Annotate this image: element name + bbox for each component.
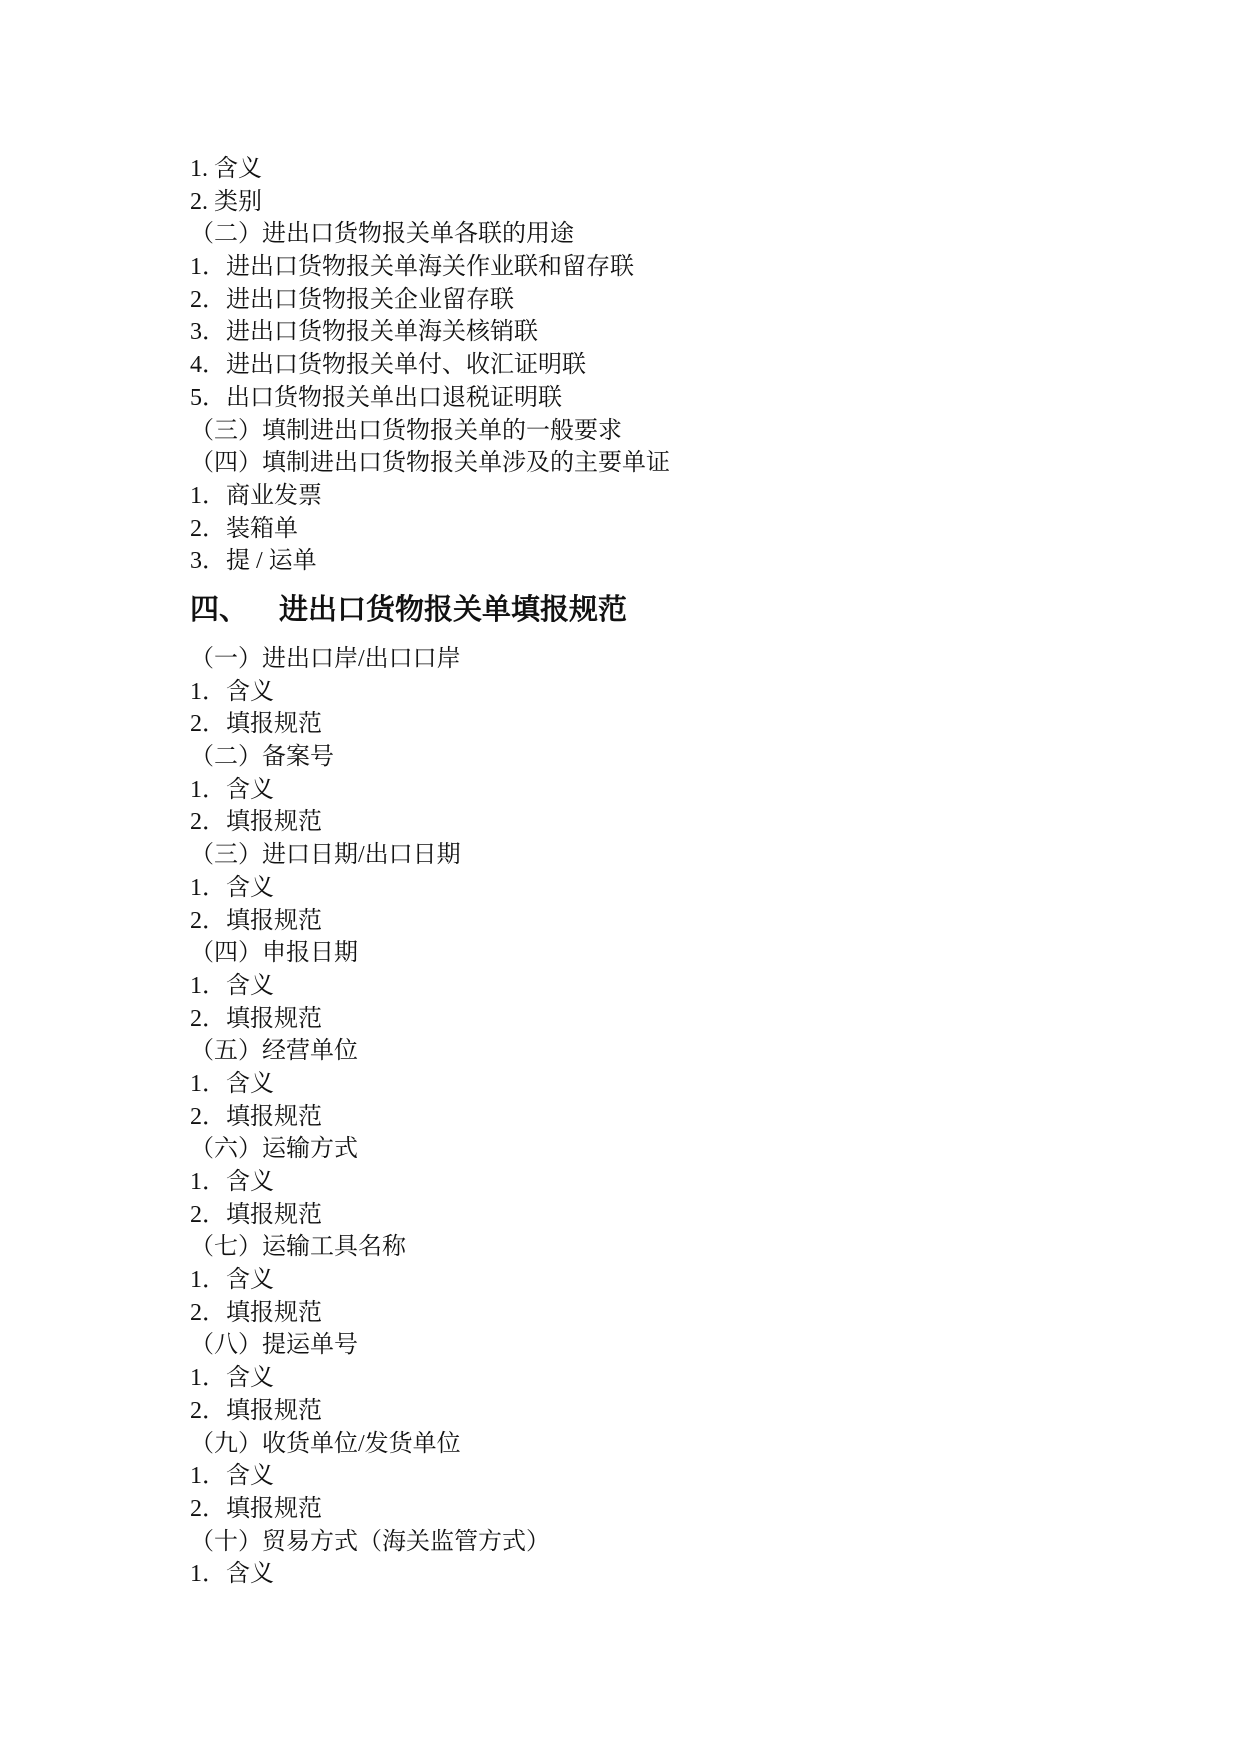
list-item: 2．填报规范	[190, 1397, 322, 1424]
subsection-title: （九）收货单位/发货单位	[190, 1430, 461, 1457]
list-item: 1．含义	[190, 972, 274, 999]
list-item: 1．含义	[190, 1561, 274, 1588]
list-item: 3．提 / 运单	[190, 548, 317, 575]
list-item: 1．含义	[190, 1463, 274, 1490]
outline-section	[190, 643, 1090, 1591]
list-item: 1．含义	[190, 1070, 274, 1097]
list-item: 2．填报规范	[190, 1201, 322, 1228]
subsection-title: （二）备案号	[190, 744, 334, 771]
list-item: 1．含义	[190, 874, 274, 901]
list-item: 4．进出口货物报关单付、收汇证明联	[190, 352, 586, 379]
list-item: 1. 含义	[190, 156, 262, 182]
list-item: 1．含义	[190, 1267, 274, 1294]
list-item: 1．含义	[190, 678, 274, 705]
list-item: 2．填报规范	[190, 907, 322, 934]
subsection-title: （八）提运单号	[190, 1332, 358, 1359]
subsection-title: （六）运输方式	[190, 1136, 358, 1163]
list-item: 2．进出口货物报关企业留存联	[190, 286, 514, 313]
list-item: 2．填报规范	[190, 1299, 322, 1326]
section-number: 四、	[190, 594, 249, 626]
list-item: 2．填报规范	[190, 1103, 322, 1130]
subsection-title: （四）申报日期	[190, 940, 358, 967]
subsection-title: （三）填制进出口货物报关单的一般要求	[190, 417, 622, 444]
list-item: 2．填报规范	[190, 1005, 322, 1032]
subsection-title: （十）贸易方式（海关监管方式）	[190, 1528, 550, 1555]
list-item: 2．填报规范	[190, 1495, 322, 1522]
list-item: 2．装箱单	[190, 515, 298, 542]
section-heading	[190, 592, 627, 628]
list-item: 5．出口货物报关单出口退税证明联	[190, 384, 562, 411]
section-title: 进出口货物报关单填报规范	[279, 594, 628, 626]
list-item: 1．含义	[190, 776, 274, 803]
subsection-title: （一）进出口岸/出口口岸	[190, 646, 461, 672]
list-item: 1．商业发票	[190, 482, 322, 509]
list-item: 2．填报规范	[190, 809, 322, 836]
subsection-title: （二）进出口货物报关单各联的用途	[190, 221, 574, 248]
subsection-title: （四）填制进出口货物报关单涉及的主要单证	[190, 450, 670, 477]
subsection-title: （五）经营单位	[190, 1038, 358, 1065]
list-item: 2．填报规范	[190, 711, 322, 738]
list-item: 1．进出口货物报关单海关作业联和留存联	[190, 254, 634, 281]
list-item: 1．含义	[190, 1365, 274, 1392]
outline-top	[190, 153, 1090, 578]
list-item: 3．进出口货物报关单海关核销联	[190, 319, 538, 346]
list-item: 1．含义	[190, 1169, 274, 1195]
subsection-title: （三）进口日期/出口日期	[190, 842, 461, 869]
list-item: 2. 类别	[190, 188, 262, 215]
subsection-title: （七）运输工具名称	[190, 1234, 406, 1261]
